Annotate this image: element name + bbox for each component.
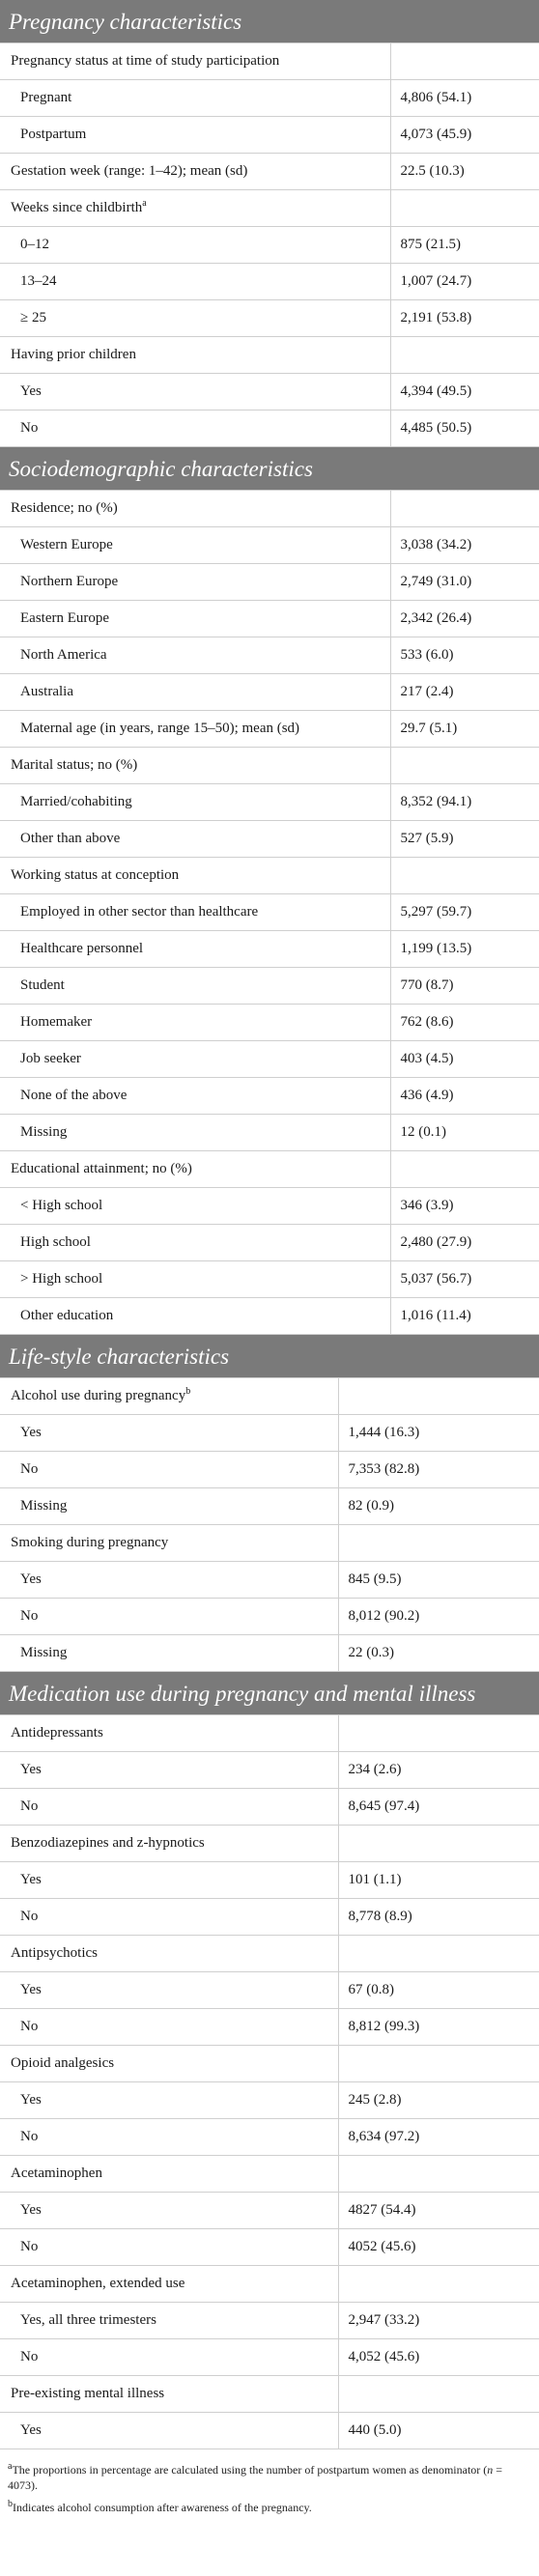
row-label: Marital status; no (%)	[11, 757, 138, 773]
row-value: 7,353 (82.8)	[338, 1452, 539, 1488]
table-row	[0, 564, 539, 601]
table-row	[0, 2119, 539, 2156]
row-label: < High school	[20, 1198, 103, 1213]
table-row	[0, 1115, 539, 1151]
table-row	[0, 1151, 539, 1188]
row-value	[390, 1151, 539, 1188]
row-label: Antidepressants	[11, 1725, 103, 1741]
row-value: 8,352 (94.1)	[390, 784, 539, 821]
table-row	[0, 2009, 539, 2046]
row-value: 1,016 (11.4)	[390, 1298, 539, 1335]
table-row	[0, 1415, 539, 1452]
row-label-cell	[0, 1452, 338, 1488]
section-header: Pregnancy characteristics	[0, 0, 539, 43]
table-row	[0, 748, 539, 784]
table-row	[0, 1562, 539, 1599]
row-value	[338, 2266, 539, 2303]
row-value: 3,038 (34.2)	[390, 527, 539, 564]
row-label: Acetaminophen	[11, 2166, 102, 2181]
row-label: Pre-existing mental illness	[11, 2386, 165, 2401]
footnote-marker: a	[142, 198, 147, 209]
table-row	[0, 117, 539, 154]
row-label-cell	[0, 2193, 338, 2229]
row-label-cell	[0, 491, 390, 527]
table-row	[0, 1635, 539, 1672]
row-label-cell	[0, 1826, 338, 1862]
table-row	[0, 821, 539, 858]
row-label: Alcohol use during pregnancy	[11, 1388, 186, 1403]
row-value	[390, 858, 539, 894]
row-value: 8,634 (97.2)	[338, 2119, 539, 2156]
table-row	[0, 674, 539, 711]
row-label: Educational attainment; no (%)	[11, 1161, 192, 1176]
row-value	[338, 2046, 539, 2082]
footnote-b-text: Indicates alcohol consumption after awareness of the pregnancy.	[13, 2501, 312, 2514]
table-row	[0, 2339, 539, 2376]
row-label-cell	[0, 1936, 338, 1972]
table-row	[0, 1378, 539, 1415]
table-row	[0, 1789, 539, 1826]
row-label: No	[20, 2019, 39, 2034]
table-row	[0, 894, 539, 931]
row-label-cell	[0, 2266, 338, 2303]
row-label: Smoking during pregnancy	[11, 1535, 169, 1550]
table-row	[0, 2193, 539, 2229]
row-label-cell	[0, 1261, 390, 1298]
row-label: Pregnant	[20, 90, 72, 105]
row-label-cell	[0, 1488, 338, 1525]
table-row	[0, 2156, 539, 2193]
footnote-a-text: The proportions in percentage are calculated using the number of postpartum women as denominator (	[12, 2463, 488, 2477]
table-row	[0, 1488, 539, 1525]
row-label-cell	[0, 711, 390, 748]
row-label: Job seeker	[20, 1051, 81, 1066]
row-label-cell	[0, 821, 390, 858]
table-row	[0, 711, 539, 748]
row-value	[338, 1826, 539, 1862]
row-label-cell	[0, 1078, 390, 1115]
row-value: 5,297 (59.7)	[390, 894, 539, 931]
row-label: Missing	[20, 1498, 68, 1514]
footnote-b-mark: b	[8, 2499, 13, 2509]
row-label: No	[20, 2129, 39, 2144]
table-row	[0, 1078, 539, 1115]
row-label: 0–12	[20, 237, 49, 252]
table-row	[0, 968, 539, 1005]
row-label-cell	[0, 2376, 338, 2413]
row-label-cell	[0, 117, 390, 154]
row-label-cell	[0, 968, 390, 1005]
row-value: 440 (5.0)	[338, 2413, 539, 2449]
row-value: 436 (4.9)	[390, 1078, 539, 1115]
row-label: Pregnancy status at time of study participation	[11, 53, 280, 69]
row-label: Yes	[20, 1571, 42, 1587]
row-label: No	[20, 1461, 39, 1477]
row-label: Eastern Europe	[20, 610, 110, 626]
table-row	[0, 2376, 539, 2413]
row-label: No	[20, 1798, 39, 1814]
row-value: 533 (6.0)	[390, 637, 539, 674]
row-label-cell	[0, 2082, 338, 2119]
section-table	[0, 1378, 539, 1672]
footnote-a-n: n	[487, 2463, 494, 2477]
row-label: Missing	[20, 1645, 68, 1660]
row-label-cell	[0, 527, 390, 564]
row-value: 8,812 (99.3)	[338, 2009, 539, 2046]
table-row	[0, 1005, 539, 1041]
row-label: Gestation week (range: 1–42); mean (sd)	[11, 163, 248, 179]
row-label: No	[20, 2239, 39, 2254]
row-label: Benzodiazepines and z-hypnotics	[11, 1835, 205, 1851]
row-value: 2,749 (31.0)	[390, 564, 539, 601]
row-label: Yes	[20, 2092, 42, 2108]
table-row	[0, 2303, 539, 2339]
row-label: None of the above	[20, 1088, 128, 1103]
row-label-cell	[0, 190, 390, 227]
row-label-cell	[0, 894, 390, 931]
row-label: Yes	[20, 1762, 42, 1777]
table-row	[0, 2046, 539, 2082]
row-label-cell	[0, 858, 390, 894]
table-row	[0, 931, 539, 968]
row-value: 403 (4.5)	[390, 1041, 539, 1078]
row-label: North America	[20, 647, 107, 663]
row-label: Postpartum	[20, 127, 87, 142]
row-label: No	[20, 1608, 39, 1624]
row-label-cell	[0, 300, 390, 337]
table-row	[0, 2229, 539, 2266]
row-label-cell	[0, 931, 390, 968]
row-label: ≥ 25	[20, 310, 46, 326]
table-row	[0, 601, 539, 637]
row-label-cell	[0, 637, 390, 674]
row-value: 4,394 (49.5)	[390, 374, 539, 410]
row-label-cell	[0, 1562, 338, 1599]
row-label: Healthcare personnel	[20, 941, 144, 956]
section-table	[0, 1715, 539, 2449]
row-label: Yes, all three trimesters	[20, 2312, 156, 2328]
row-label-cell	[0, 748, 390, 784]
row-label: Employed in other sector than healthcare	[20, 904, 259, 920]
row-value: 2,947 (33.2)	[338, 2303, 539, 2339]
table-row	[0, 337, 539, 374]
row-label: Northern Europe	[20, 574, 119, 589]
row-value: 4,485 (50.5)	[390, 410, 539, 447]
row-value: 762 (8.6)	[390, 1005, 539, 1041]
row-label: Maternal age (in years, range 15–50); mean (sd)	[20, 721, 300, 736]
row-label-cell	[0, 2046, 338, 2082]
row-label-cell	[0, 1899, 338, 1936]
footnote-a	[8, 2459, 531, 2493]
table-row	[0, 1298, 539, 1335]
row-value	[338, 2156, 539, 2193]
row-value: 346 (3.9)	[390, 1188, 539, 1225]
row-value: 1,444 (16.3)	[338, 1415, 539, 1452]
row-label: Other than above	[20, 831, 121, 846]
row-label-cell	[0, 410, 390, 447]
row-value: 22.5 (10.3)	[390, 154, 539, 190]
row-label-cell	[0, 1415, 338, 1452]
row-label: Working status at conception	[11, 867, 180, 883]
row-label: Other education	[20, 1308, 114, 1323]
row-label-cell	[0, 1525, 338, 1562]
row-label-cell	[0, 1115, 390, 1151]
row-label-cell	[0, 674, 390, 711]
row-label-cell	[0, 80, 390, 117]
section-header: Medication use during pregnancy and mental illness	[0, 1672, 539, 1715]
row-label: 13–24	[20, 273, 57, 289]
row-label-cell	[0, 784, 390, 821]
row-value: 527 (5.9)	[390, 821, 539, 858]
row-label: Missing	[20, 1124, 68, 1140]
table-row	[0, 1899, 539, 1936]
row-label: Antipsychotics	[11, 1945, 98, 1961]
row-label: No	[20, 420, 39, 436]
row-value: 4,073 (45.9)	[390, 117, 539, 154]
row-label-cell	[0, 1298, 390, 1335]
table-row	[0, 227, 539, 264]
table-row	[0, 2413, 539, 2449]
row-label-cell	[0, 227, 390, 264]
row-label: > High school	[20, 1271, 103, 1287]
row-label-cell	[0, 2303, 338, 2339]
table-row	[0, 527, 539, 564]
table-row	[0, 1599, 539, 1635]
row-value: 770 (8.7)	[390, 968, 539, 1005]
row-label: Homemaker	[20, 1014, 93, 1030]
table-row	[0, 1225, 539, 1261]
row-label-cell	[0, 1862, 338, 1899]
footnote-marker: b	[185, 1386, 191, 1397]
table-row	[0, 190, 539, 227]
row-value	[338, 1378, 539, 1415]
row-value: 22 (0.3)	[338, 1635, 539, 1672]
table-row	[0, 43, 539, 80]
row-label-cell	[0, 1005, 390, 1041]
row-label: Yes	[20, 1872, 42, 1887]
table-row	[0, 1525, 539, 1562]
row-label-cell	[0, 1599, 338, 1635]
row-label-cell	[0, 1715, 338, 1752]
row-label-cell	[0, 1972, 338, 2009]
row-label: High school	[20, 1234, 91, 1250]
row-label-cell	[0, 2119, 338, 2156]
row-value: 12 (0.1)	[390, 1115, 539, 1151]
table-row	[0, 154, 539, 190]
row-value: 8,012 (90.2)	[338, 1599, 539, 1635]
row-value	[390, 491, 539, 527]
row-value: 2,480 (27.9)	[390, 1225, 539, 1261]
table-row	[0, 1936, 539, 1972]
row-label-cell	[0, 43, 390, 80]
row-label: No	[20, 1909, 39, 1924]
row-value	[338, 2376, 539, 2413]
row-label: Married/cohabiting	[20, 794, 132, 809]
table-row	[0, 410, 539, 447]
table-row	[0, 637, 539, 674]
row-label: Acetaminophen, extended use	[11, 2276, 185, 2291]
row-label-cell	[0, 601, 390, 637]
row-label-cell	[0, 1378, 338, 1415]
row-value: 101 (1.1)	[338, 1862, 539, 1899]
table-row	[0, 374, 539, 410]
row-label-cell	[0, 264, 390, 300]
row-label-cell	[0, 2009, 338, 2046]
row-label: Yes	[20, 383, 42, 399]
row-label: Yes	[20, 1982, 42, 1997]
row-value: 245 (2.8)	[338, 2082, 539, 2119]
table-row	[0, 1972, 539, 2009]
row-label: Opioid analgesics	[11, 2055, 115, 2071]
table-row	[0, 1752, 539, 1789]
table-row	[0, 1261, 539, 1298]
row-label: Residence; no (%)	[11, 500, 118, 516]
row-label-cell	[0, 1635, 338, 1672]
row-value: 1,199 (13.5)	[390, 931, 539, 968]
row-label: Western Europe	[20, 537, 113, 552]
table-row	[0, 2082, 539, 2119]
table-row	[0, 1862, 539, 1899]
table-row	[0, 784, 539, 821]
row-value: 875 (21.5)	[390, 227, 539, 264]
row-value	[338, 1715, 539, 1752]
table-row	[0, 1452, 539, 1488]
row-label: Weeks since childbirth	[11, 200, 143, 215]
table-row	[0, 300, 539, 337]
row-value	[390, 43, 539, 80]
row-label-cell	[0, 2229, 338, 2266]
row-value: 2,342 (26.4)	[390, 601, 539, 637]
table-row	[0, 1041, 539, 1078]
row-value: 82 (0.9)	[338, 1488, 539, 1525]
row-value: 4827 (54.4)	[338, 2193, 539, 2229]
table-row	[0, 858, 539, 894]
row-value: 1,007 (24.7)	[390, 264, 539, 300]
row-value: 845 (9.5)	[338, 1562, 539, 1599]
row-label: Having prior children	[11, 347, 136, 362]
row-label-cell	[0, 1225, 390, 1261]
table-row	[0, 1188, 539, 1225]
row-label-cell	[0, 154, 390, 190]
row-label-cell	[0, 1188, 390, 1225]
row-label-cell	[0, 564, 390, 601]
section-header: Life-style characteristics	[0, 1335, 539, 1378]
row-label-cell	[0, 337, 390, 374]
row-label: No	[20, 2349, 39, 2364]
row-label-cell	[0, 374, 390, 410]
row-value	[390, 748, 539, 784]
row-value: 8,645 (97.4)	[338, 1789, 539, 1826]
row-value	[338, 1525, 539, 1562]
row-label-cell	[0, 2413, 338, 2449]
row-value: 4,806 (54.1)	[390, 80, 539, 117]
row-label: Student	[20, 977, 65, 993]
row-label-cell	[0, 1041, 390, 1078]
table-row	[0, 80, 539, 117]
row-label-cell	[0, 2156, 338, 2193]
table-row	[0, 264, 539, 300]
row-label: Australia	[20, 684, 73, 699]
section-table	[0, 491, 539, 1335]
row-label: Yes	[20, 2422, 42, 2438]
row-value: 217 (2.4)	[390, 674, 539, 711]
row-label-cell	[0, 1151, 390, 1188]
section-table	[0, 43, 539, 447]
footnote-a-text-end: = 4073).	[8, 2463, 503, 2492]
footnote-a-mark: a	[8, 2461, 13, 2472]
row-label-cell	[0, 2339, 338, 2376]
row-label: Yes	[20, 2202, 42, 2218]
row-value: 5,037 (56.7)	[390, 1261, 539, 1298]
row-value: 4,052 (45.6)	[338, 2339, 539, 2376]
row-value	[390, 337, 539, 374]
row-value: 4052 (45.6)	[338, 2229, 539, 2266]
table-footnotes	[0, 2449, 539, 2515]
row-value: 2,191 (53.8)	[390, 300, 539, 337]
row-value: 8,778 (8.9)	[338, 1899, 539, 1936]
row-label-cell	[0, 1752, 338, 1789]
row-value: 67 (0.8)	[338, 1972, 539, 2009]
footnote-b	[8, 2497, 531, 2515]
row-value	[338, 1936, 539, 1972]
table-row	[0, 1826, 539, 1862]
table-row	[0, 1715, 539, 1752]
table-row	[0, 491, 539, 527]
table-row	[0, 2266, 539, 2303]
row-label: Yes	[20, 1425, 42, 1440]
row-value	[390, 190, 539, 227]
section-header: Sociodemographic characteristics	[0, 447, 539, 491]
row-value: 234 (2.6)	[338, 1752, 539, 1789]
row-label-cell	[0, 1789, 338, 1826]
row-value: 29.7 (5.1)	[390, 711, 539, 748]
